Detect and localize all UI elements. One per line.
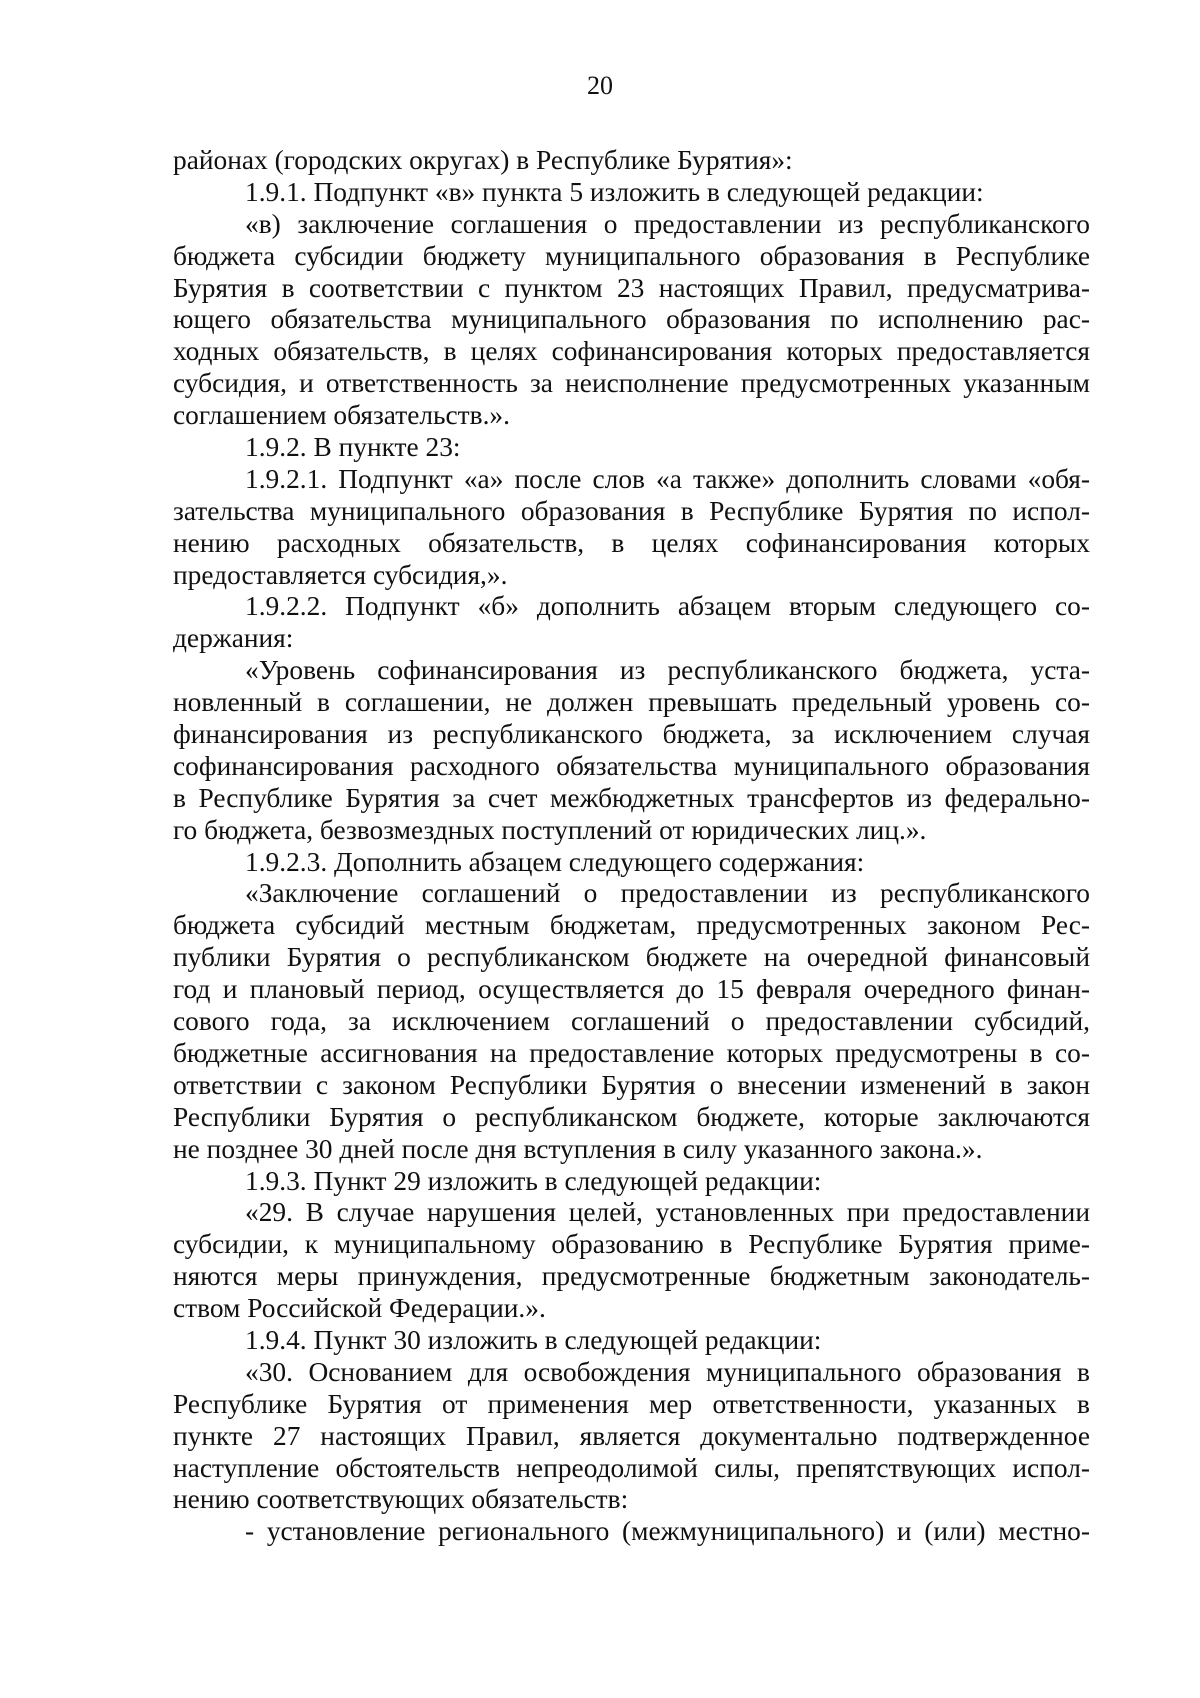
- text-line: год и плановый период, осуществляется до 15 февраля очередного финан-: [173, 974, 1090, 1005]
- text-line: «Уровень софинансирования из республиканского бюджета, уста-: [245, 655, 1090, 686]
- text-line: софинансирования расходного обязательства муниципального образования: [173, 750, 1090, 781]
- text-line: 1.9.4. Пункт 30 изложить в следующей редакции:: [245, 1324, 822, 1355]
- text-line: соглашением обязательств.».: [173, 400, 510, 431]
- text-line: Бурятия в соответствии с пунктом 23 настоящих Правил, предусматрива-: [173, 272, 1090, 303]
- text-line: Республики Бурятия о республиканском бюджете, которые заключаются: [173, 1101, 1090, 1132]
- text-line: бюджета субсидий местным бюджетам, предусмотренных законом Рес-: [173, 910, 1090, 941]
- text-line: районах (городских округах) в Республике Бурятия»:: [173, 145, 793, 175]
- text-line: няются меры принуждения, предусмотренные бюджетным законодатель-: [173, 1261, 1090, 1292]
- text-line: финансирования из республиканского бюджета, за исключением случая: [173, 719, 1090, 750]
- text-line: не позднее 30 дней после дня вступления в силу указанного закона.».: [173, 1133, 983, 1164]
- text-line: 1.9.2. В пункте 23:: [245, 432, 461, 463]
- text-line: пункте 27 настоящих Правил, является документально подтвержденное: [173, 1420, 1090, 1451]
- text-line: бюджета субсидии бюджету муниципального образования в Республике: [173, 240, 1090, 271]
- text-line: «Заключение соглашений о предоставлении из республиканского: [245, 878, 1090, 909]
- text-line: публики Бурятия о республиканском бюджете на очередной финансовый: [173, 942, 1090, 973]
- text-line: ходных обязательств, в целях софинансирования которых предоставляется: [173, 336, 1090, 367]
- text-line: 1.9.2.2. Подпункт «б» дополнить абзацем вторым следующего со-: [245, 591, 1090, 622]
- text-line: новленный в соглашении, не должен превышать предельный уровень со-: [173, 687, 1090, 718]
- text-line: - установление регионального (межмуниципального) и (или) местно-: [245, 1516, 1090, 1547]
- text-line: в Республике Бурятия за счет межбюджетных трансфертов из федерально-: [173, 782, 1090, 813]
- text-line: субсидии, к муниципальному образованию в Республике Бурятия приме-: [173, 1229, 1090, 1260]
- text-line: ответствии с законом Республики Бурятия о внесении изменений в закон: [173, 1069, 1090, 1100]
- text-line: ством Российской Федерации.».: [173, 1293, 546, 1324]
- text-line: Республике Бурятия от применения мер ответственности, указанных в: [173, 1388, 1090, 1419]
- text-line: нению соответствующих обязательств:: [173, 1484, 629, 1515]
- text-line: сового года, за исключением соглашений о предоставлении субсидий,: [173, 1006, 1090, 1037]
- text-line: 1.9.3. Пункт 29 изложить в следующей редакции:: [245, 1165, 822, 1196]
- text-line: субсидия, и ответственность за неисполнение предусмотренных указанным: [173, 368, 1090, 399]
- text-line: ющего обязательства муниципального образования по исполнению рас-: [173, 304, 1090, 335]
- page-number: 20: [587, 71, 613, 100]
- text-line: предоставляется субсидия,».: [173, 559, 508, 590]
- text-line: нению расходных обязательств, в целях софинансирования которых: [173, 527, 1090, 558]
- text-line: наступление обстоятельств непреодолимой силы, препятствующих испол-: [173, 1452, 1090, 1483]
- text-line: бюджетные ассигнования на предоставление которых предусмотрены в со-: [173, 1037, 1090, 1068]
- text-line: 1.9.2.3. Дополнить абзацем следующего содержания:: [245, 846, 865, 877]
- text-line: зательства муниципального образования в Республике Бурятия по испол-: [173, 495, 1090, 526]
- text-line: «в) заключение соглашения о предоставлении из республиканского: [245, 208, 1090, 239]
- text-line: го бюджета, безвозмездных поступлений от юридических лиц.».: [173, 814, 927, 845]
- text-line: «29. В случае нарушения целей, установленных при предоставлении: [245, 1197, 1090, 1228]
- document-body: [173, 145, 1090, 1548]
- text-line: «30. Основанием для освобождения муниципального образования в: [245, 1356, 1090, 1387]
- text-line: 1.9.1. Подпункт «в» пункта 5 изложить в следующей редакции:: [245, 176, 984, 207]
- text-line: держания:: [173, 623, 294, 654]
- text-line: 1.9.2.1. Подпункт «а» после слов «а также» дополнить словами «обя-: [245, 463, 1090, 494]
